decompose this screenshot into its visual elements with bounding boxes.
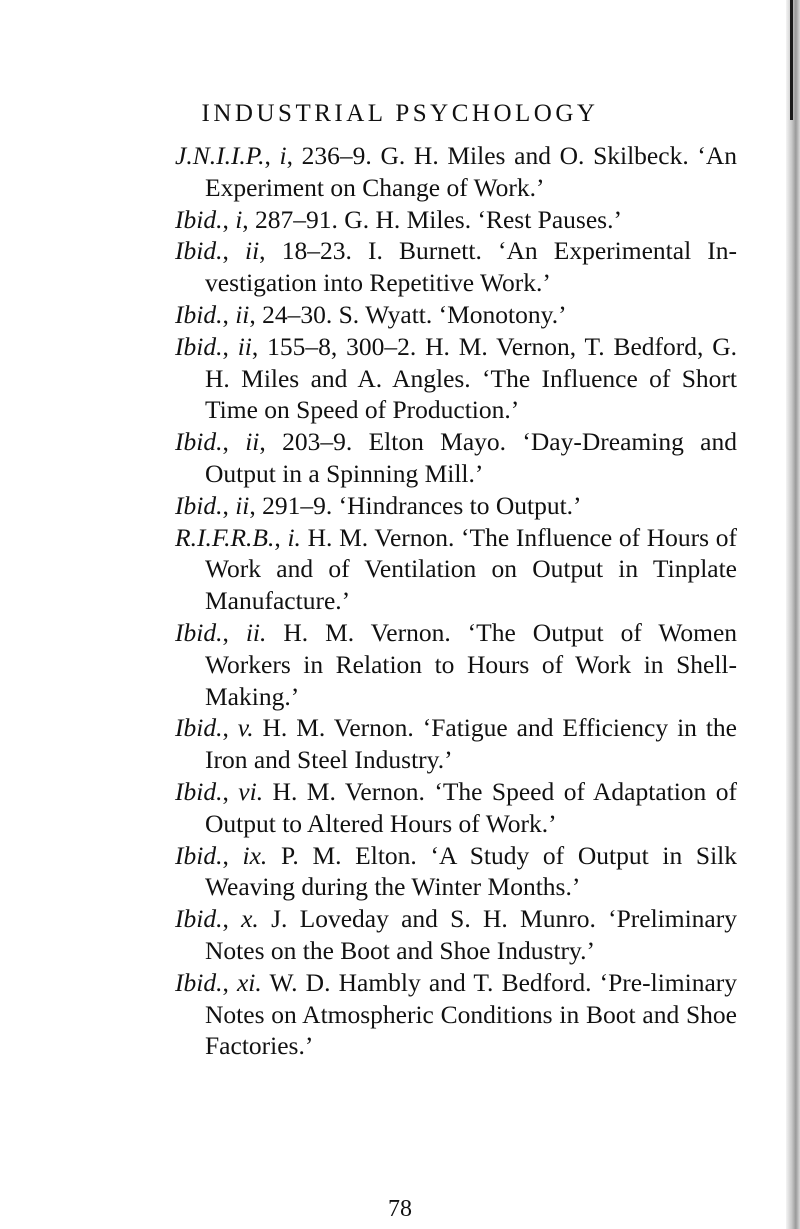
- reference-pages: 24–30.: [262, 299, 333, 329]
- reference-text: H. M. Vernon. ‘The Speed of Adaptation of Output to Altered Hours of Work.’: [205, 776, 738, 838]
- page-number: 78: [388, 1196, 412, 1222]
- reference-volume: ii: [235, 299, 250, 329]
- reference-text: G. H. Miles and O. Skilbeck. ‘An Experiment on Change of Work.’: [205, 141, 738, 202]
- reference-source: Ibid.: [175, 776, 223, 806]
- reference-text: Elton Mayo. ‘Day-Dreaming and Output in a Spinning Mill.’: [205, 427, 738, 488]
- reference-volume: ii: [237, 331, 252, 361]
- reference-text: H. M. Vernon. ‘Fatigue and Efficiency in the Iron and Steel Industry.’: [205, 713, 737, 775]
- reference-volume: i: [235, 204, 243, 234]
- reference-entry: Ibid., vi. H. M. Vernon. ‘The Speed of Adaptation of Output to Altered Hours of Work.’: [175, 776, 738, 838]
- reference-source: Ibid.: [175, 904, 223, 934]
- reference-volume: ii: [245, 427, 260, 457]
- reference-volume: ii.: [245, 617, 267, 647]
- reference-text: H. M. Vernon. ‘The Output of Women Workers in Relation to Hours of Work in Shell-Making.’: [205, 617, 738, 711]
- reference-volume: ix.: [242, 840, 268, 870]
- reference-source: Ibid.: [175, 617, 223, 647]
- reference-source: Ibid.: [175, 236, 223, 266]
- reference-entry: Ibid., ii, 291–9. ‘Hindrances to Output.’: [175, 490, 582, 520]
- reference-source: Ibid.: [175, 840, 223, 870]
- reference-text: ‘Hindrances to Output.’: [338, 490, 582, 520]
- reference-volume: v.: [237, 713, 254, 743]
- reference-pages: 18–23.: [281, 236, 352, 266]
- reference-text: H. M. Vernon. ‘The Influence of Hours of Work and of Ventilation on Output in Tinplate Manufacture.’: [205, 522, 738, 616]
- reference-entry: R.I.F.R.B., i. H. M. Vernon. ‘The Influence of Hours of Work and of Ventilation on Output in Tinplate Manufacture.’: [175, 522, 738, 616]
- reference-volume: i.: [287, 522, 301, 552]
- reference-pages: 236–9.: [301, 141, 372, 170]
- reference-text: G. H. Miles. ‘Rest Pauses.’: [344, 204, 622, 234]
- reference-source: Ibid.: [175, 713, 223, 743]
- reference-entry: Ibid., x. J. Loveday and S. H. Munro. ‘Preliminary Notes on the Boot and Shoe Industry.’: [175, 904, 737, 965]
- reference-source: Ibid.: [175, 299, 223, 329]
- reference-source: R.I.F.R.B.: [175, 522, 275, 552]
- reference-pages: 203–9.: [282, 427, 353, 457]
- reference-entry: Ibid., ii, 18–23. I. Burnett. ‘An Experimental In-vestigation into Repetitive Work.’: [175, 236, 738, 298]
- reference-entry: Ibid., ii, 155–8, 300–2. H. M. Vernon, T. Bedford, G. H. Miles and A. Angles. ‘The Influence of Short Time on Speed of Production.’: [175, 331, 738, 425]
- reference-text: H. M. Vernon, T. Bedford, G. H. Miles and A. Angles. ‘The Influence of Short Time on Speed of Production.’: [205, 331, 738, 425]
- reference-volume: ii: [235, 490, 250, 520]
- reference-pages: 155–8, 300–2.: [267, 331, 417, 361]
- reference-text: I. Burnett. ‘An Experimental In-vestigation into Repetitive Work.’: [205, 236, 738, 298]
- reference-text: S. Wyatt. ‘Monotony.’: [338, 299, 567, 329]
- reference-source: Ibid.: [175, 967, 223, 997]
- reference-source: J.N.I.I.P.: [175, 141, 265, 170]
- reference-pages: 287–91.: [255, 204, 338, 234]
- running-head: INDUSTRIAL PSYCHOLOGY: [201, 100, 599, 127]
- reference-entry: Ibid., ii. H. M. Vernon. ‘The Output of Women Workers in Relation to Hours of Work in Shell-Making.’: [175, 617, 738, 711]
- reference-source: Ibid.: [175, 427, 223, 457]
- reference-entry: Ibid., v. H. M. Vernon. ‘Fatigue and Efficiency in the Iron and Steel Industry.’: [175, 713, 737, 775]
- reference-text: W. D. Hambly and T. Bedford. ‘Pre-liminary Notes on Atmospheric Conditions in Boot and Shoe Factories.’: [205, 967, 738, 1061]
- reference-volume: ii: [244, 236, 260, 266]
- reference-entry: Ibid., ix. P. M. Elton. ‘A Study of Output in Silk Weaving during the Winter Months.’: [175, 840, 738, 902]
- page-edge-shadow: [786, 0, 800, 1229]
- reference-volume: x.: [241, 904, 259, 934]
- reference-source: Ibid.: [175, 204, 223, 234]
- reference-text: P. M. Elton. ‘A Study of Output in Silk Weaving during the Winter Months.’: [205, 840, 738, 902]
- reference-source: Ibid.: [175, 490, 223, 520]
- reference-text: J. Loveday and S. H. Munro. ‘Preliminary Notes on the Boot and Shoe Industry.’: [205, 904, 737, 965]
- reference-volume: i: [279, 141, 287, 170]
- reference-volume: vi.: [238, 776, 264, 806]
- reference-pages: 291–9.: [262, 490, 333, 520]
- reference-list: [175, 140, 737, 1062]
- reference-entry: Ibid., ii, 203–9. Elton Mayo. ‘Day-Dreaming and Output in a Spinning Mill.’: [175, 427, 738, 488]
- reference-entry: Ibid., i, 287–91. G. H. Miles. ‘Rest Pauses.’: [175, 204, 622, 234]
- reference-entry: Ibid., ii, 24–30. S. Wyatt. ‘Monotony.’: [175, 299, 567, 329]
- reference-entry: J.N.I.I.P., i, 236–9. G. H. Miles and O. Skilbeck. ‘An Experiment on Change of Work.’: [175, 141, 738, 202]
- reference-entry: Ibid., xi. W. D. Hambly and T. Bedford. ‘Pre-liminary Notes on Atmospheric Conditions in Boot and Shoe Factories.’: [175, 967, 738, 1061]
- reference-source: Ibid.: [175, 331, 223, 361]
- reference-volume: xi.: [236, 967, 262, 997]
